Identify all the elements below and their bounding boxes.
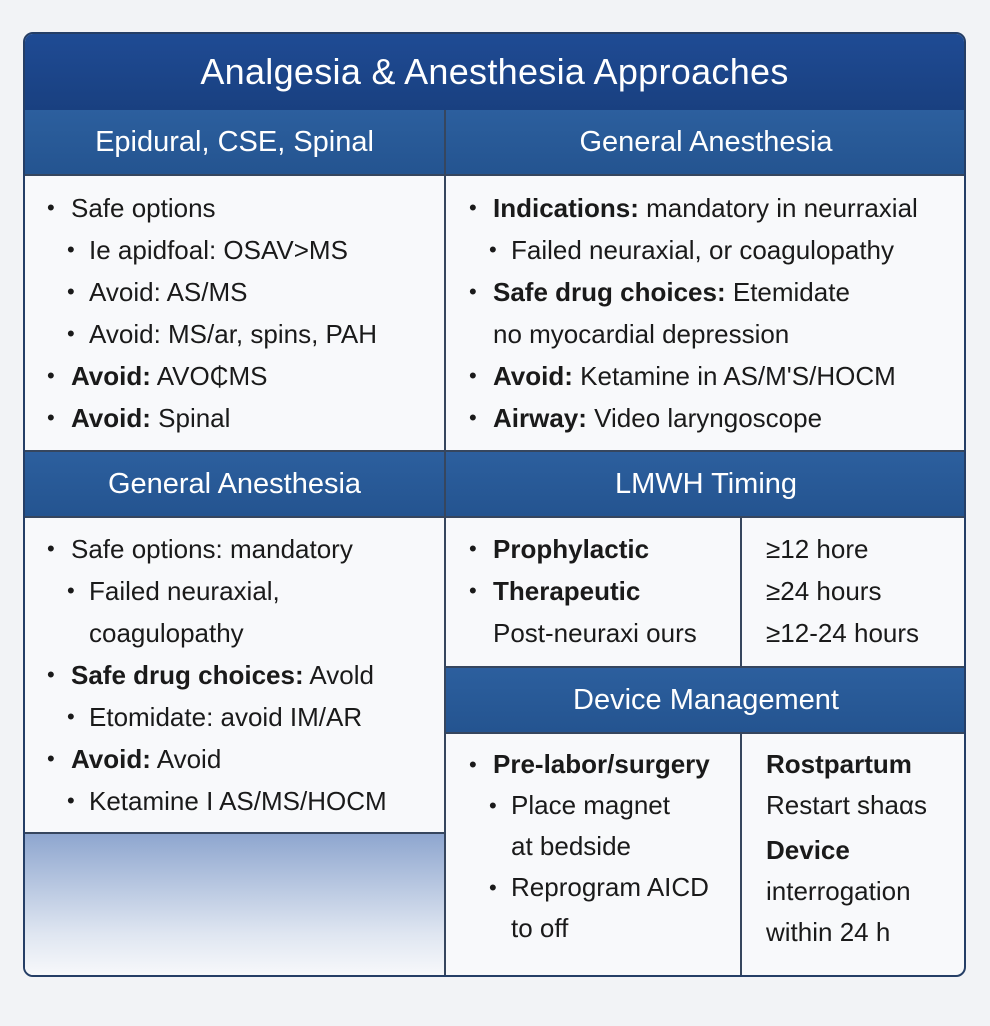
list-item-continuation: at bedside bbox=[511, 831, 631, 861]
list-item: • Safe drug choices: Etemidate bbox=[469, 277, 850, 307]
list-item: • Avoid: Spinal bbox=[47, 403, 231, 433]
list-item-continuation: coagulopathy bbox=[89, 618, 244, 648]
list-item: • Reprogram AICD bbox=[489, 872, 709, 902]
header-device: Device Management bbox=[446, 668, 966, 732]
list-item: • Ketamine I AS/MS/HOCM bbox=[67, 786, 387, 816]
list-item: • Ie apidfoal: OSAV>MS bbox=[67, 235, 348, 265]
list-item: • Avoid: MS/ar, spins, PAH bbox=[67, 319, 378, 349]
device-text: within 24 h bbox=[766, 917, 891, 947]
list-item: • Avoid: Avoid bbox=[47, 744, 222, 774]
list-item: • Indications: mandatory in neurraxial bbox=[469, 193, 918, 223]
epidural-content bbox=[25, 187, 444, 439]
header-lmwh: LMWH Timing bbox=[446, 452, 966, 516]
list-item: • Therapeutic bbox=[469, 576, 641, 606]
decorative-gradient bbox=[25, 834, 444, 977]
postpartum-label: Rostpartum bbox=[766, 749, 912, 779]
device-right-content bbox=[742, 744, 966, 953]
header-general-bottom: General Anesthesia bbox=[25, 452, 444, 516]
list-item: • Prophylactic bbox=[469, 534, 650, 564]
timing-value: ≥24 hours bbox=[766, 576, 882, 606]
list-item-continuation: no myocardial depression bbox=[493, 319, 790, 349]
list-item: • Avoid: Ketamine in AS/M'S/HOCM bbox=[469, 361, 896, 391]
column-divider bbox=[444, 110, 446, 977]
list-item: • Pre-labor/surgery bbox=[469, 749, 710, 779]
list-item: • Failed neuraxial, or coagulopathy bbox=[489, 235, 895, 265]
approaches-card bbox=[23, 32, 966, 977]
lmwh-right-content bbox=[742, 528, 966, 654]
lmwh-left-content bbox=[447, 528, 740, 654]
list-item: • Place magnet bbox=[489, 790, 670, 820]
list-item: • Safe options: mandatory bbox=[47, 534, 353, 564]
header-epidural: Epidural, CSE, Spinal bbox=[25, 110, 444, 174]
list-item-continuation: to off bbox=[511, 913, 569, 943]
timing-value: ≥12 hore bbox=[766, 534, 869, 564]
header-general-top: General Anesthesia bbox=[446, 110, 966, 174]
device-label: Device bbox=[766, 835, 850, 865]
divider bbox=[446, 666, 966, 668]
device-left-content bbox=[447, 744, 740, 949]
list-item: • Safe options bbox=[47, 193, 216, 223]
postpartum-text: Restart shaαs bbox=[766, 790, 927, 820]
list-item: • Etomidate: avoid IM/AR bbox=[67, 702, 363, 732]
device-text: interrogation bbox=[766, 876, 911, 906]
list-item: • Safe drug choices: Avold bbox=[47, 660, 374, 690]
list-item: • Avoid: AS/MS bbox=[67, 277, 248, 307]
timing-value: ≥12-24 hours bbox=[766, 618, 920, 648]
list-item-continuation: Post-neuraxi ours bbox=[493, 618, 697, 648]
page-title: Analgesia & Anesthesia Approaches bbox=[25, 34, 964, 110]
divider bbox=[25, 450, 966, 452]
general-bottom-content bbox=[25, 528, 444, 822]
divider bbox=[446, 732, 966, 734]
list-item: • Failed neuraxial, bbox=[67, 576, 280, 606]
divider bbox=[25, 174, 966, 176]
list-item: • Airway: Video laryngoscope bbox=[469, 403, 823, 433]
general-top-content bbox=[447, 187, 966, 439]
list-item: • Avoid: AVO₵MS bbox=[47, 361, 268, 391]
divider bbox=[25, 516, 966, 518]
